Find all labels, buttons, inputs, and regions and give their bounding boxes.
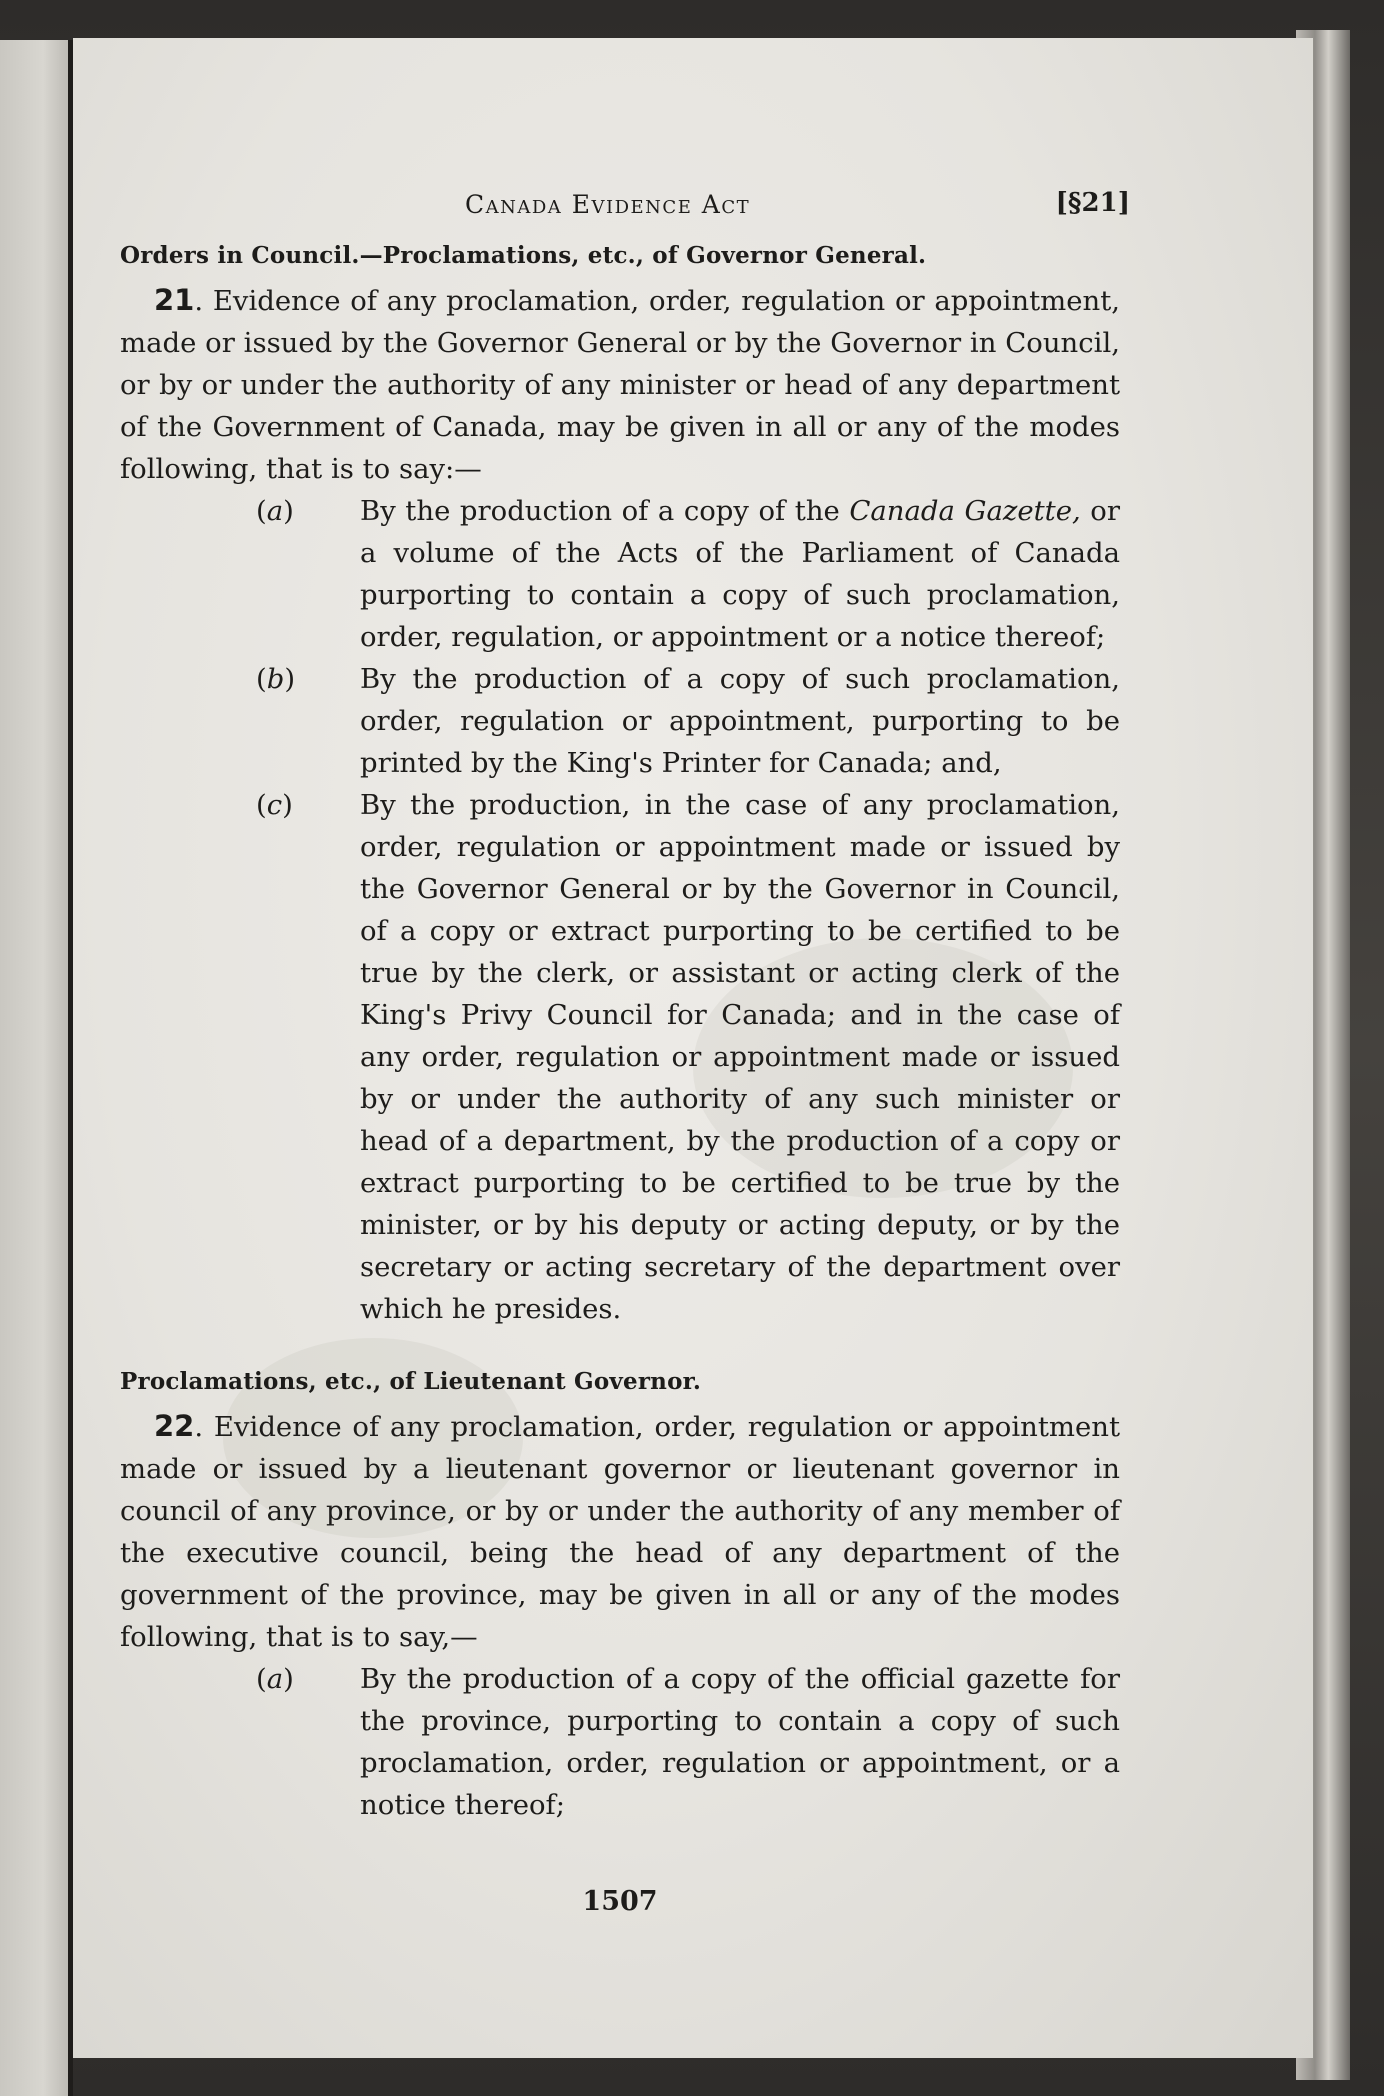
section-21-number: 21 xyxy=(154,283,195,317)
page-number: 1507 xyxy=(582,1886,658,1917)
section-21-clause-c: (c) By the production, in the case of any proclamation, order, regulation or appointment made or issued by the Governor General or by the Governor in Council, of a copy or extract purporting to be certified to be true by the clerk, or assistant or acting clerk of the King's Privy Council for Canada; and in the case of any order, regulation or appointment made or issued by or under the authority of any such minister or head of a department, by the production of a copy or extract purporting to be certified to be true by the minister, or by his deputy or acting deputy, or by the secretary or acting secretary of the department over which he presides. xyxy=(120,784,1120,1330)
clause-label: (b) xyxy=(256,663,296,695)
clause-label: (c) xyxy=(256,789,293,821)
section-22-intro-text: . Evidence of any proclamation, order, regulation or appointment made or issued by a lieutenant governor or lieutenant governor in council of any province, or by or under the authority of any member of the executive council, being the head of any department of the government of the province, may be given in all or any of the modes following, that is to say,— xyxy=(120,1411,1120,1653)
clause-label: (a) xyxy=(256,1663,294,1695)
section-21-intro xyxy=(120,279,1120,490)
section-22-intro xyxy=(120,1405,1120,1658)
section-21-intro-text: . Evidence of any proclamation, order, regulation or appointment, made or issued by the Governor General or by the Governor in Council, or by or under the authority of any minister or head of any department of the Government of Canada, may be given in all or any of the modes following, that is to say:— xyxy=(120,285,1120,485)
section-21-clause-b: (b) By the production of a copy of such proclamation, order, regulation or appointment, purporting to be printed by the King's Printer for Canada; and, xyxy=(120,658,1120,784)
running-head xyxy=(120,180,1130,228)
running-title: Canada Evidence Act xyxy=(465,190,751,219)
gazette-title: Canada Gazette, xyxy=(849,495,1081,527)
section-21-sidehead: Orders in Council.—Proclamations, etc., of Governor General. xyxy=(120,242,927,269)
page-text xyxy=(120,180,1130,1917)
section-22-sidehead: Proclamations, etc., of Lieutenant Governor. xyxy=(120,1368,702,1395)
left-page-margin xyxy=(0,40,72,2096)
section-22-clause-a: (a) By the production of a copy of the official gazette for the province, purporting to contain a copy of such proclamation, order, regulation or appointment, or a notice thereof; xyxy=(120,1658,1120,1826)
section-mark: [§21] xyxy=(1055,188,1130,218)
clause-label: (a) xyxy=(256,495,294,527)
section-21-clause-a: (a) By the production of a copy of the Canada Gazette, or a volume of the Acts of the Parliament of Canada purporting to contain a copy of such proclamation, order, regulation, or appointment or a notice thereof; xyxy=(120,490,1120,658)
section-22-number: 22 xyxy=(154,1409,195,1443)
